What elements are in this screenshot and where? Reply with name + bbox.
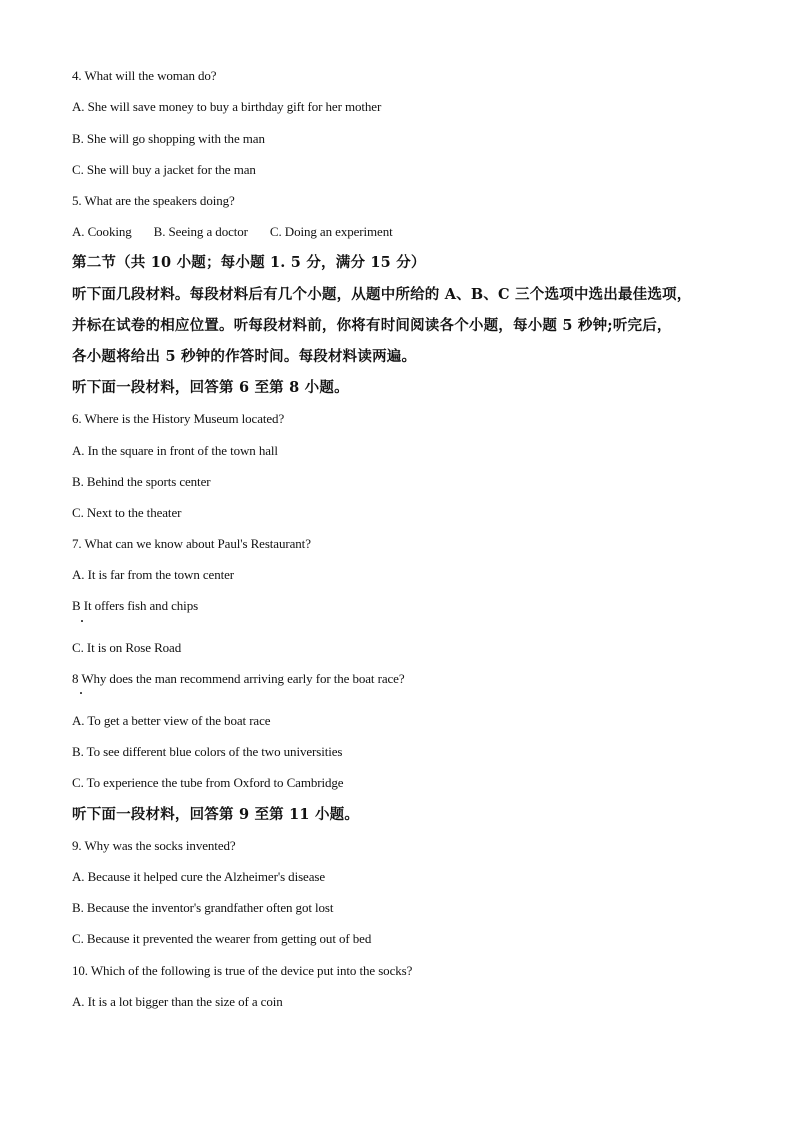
stray-mark <box>81 620 83 622</box>
question-9-option-c: C. Because it prevented the wearer from getting out of bed <box>72 931 372 946</box>
question-5-option-c: C. Doing an experiment <box>269 224 393 239</box>
question-4-option-b: B. She will go shopping with the man <box>72 131 265 146</box>
question-7: 7. What can we know about Paul's Restaurant? <box>72 536 311 551</box>
question-5-options <box>72 224 393 240</box>
section-2-heading: 第二节（共 10 小题；每小题 1. 5 分，满分 15 分） <box>72 254 426 271</box>
question-5: 5. What are the speakers doing? <box>72 193 235 208</box>
question-4-option-c: C. She will buy a jacket for the man <box>72 162 256 177</box>
instructions-line-3: 各小题将给出 5 秒钟的作答时间。每段材料读两遍。 <box>72 348 417 365</box>
group-heading-6-8: 听下面一段材料，回答第 6 至第 8 小题。 <box>72 379 349 396</box>
question-6-option-b: B. Behind the sports center <box>72 474 211 489</box>
question-7-option-a: A. It is far from the town center <box>72 567 235 582</box>
question-6-option-a: A. In the square in front of the town hall <box>72 443 278 458</box>
question-5-option-a: A. Cooking <box>72 224 132 239</box>
stray-mark <box>80 692 82 694</box>
question-10: 10. Which of the following is true of the device put into the socks? <box>72 963 413 978</box>
question-6: 6. Where is the History Museum located? <box>72 411 285 426</box>
question-7-option-c: C. It is on Rose Road <box>72 640 182 655</box>
instructions-line-1: 听下面几段材料。每段材料后有几个小题，从题中所给的 A、B、C 三个选项中选出最佳选项， <box>72 286 692 303</box>
question-7-option-b: B It offers fish and chips <box>72 598 199 613</box>
question-6-option-c: C. Next to the theater <box>72 505 182 520</box>
question-4: 4. What will the woman do? <box>72 68 217 83</box>
group-heading-9-11: 听下面一段材料，回答第 9 至第 11 小题。 <box>72 806 360 823</box>
question-8-option-b: B. To see different blue colors of the two universities <box>72 744 343 759</box>
question-8: 8 Why does the man recommend arriving early for the boat race? <box>72 671 405 686</box>
question-8-option-c: C. To experience the tube from Oxford to Cambridge <box>72 775 344 790</box>
question-5-option-b: B. Seeing a doctor <box>153 224 248 239</box>
question-9-option-b: B. Because the inventor's grandfather often got lost <box>72 900 334 915</box>
question-8-option-a: A. To get a better view of the boat race <box>72 713 271 728</box>
question-9-option-a: A. Because it helped cure the Alzheimer's disease <box>72 869 326 884</box>
question-9: 9. Why was the socks invented? <box>72 838 236 853</box>
question-4-option-a: A. She will save money to buy a birthday gift for her mother <box>72 99 382 114</box>
instructions-line-2: 并标在试卷的相应位置。听每段材料前，你将有时间阅读各个小题，每小题 5 秒钟;听完后， <box>72 317 672 334</box>
question-10-option-a: A. It is a lot bigger than the size of a coin <box>72 994 283 1009</box>
